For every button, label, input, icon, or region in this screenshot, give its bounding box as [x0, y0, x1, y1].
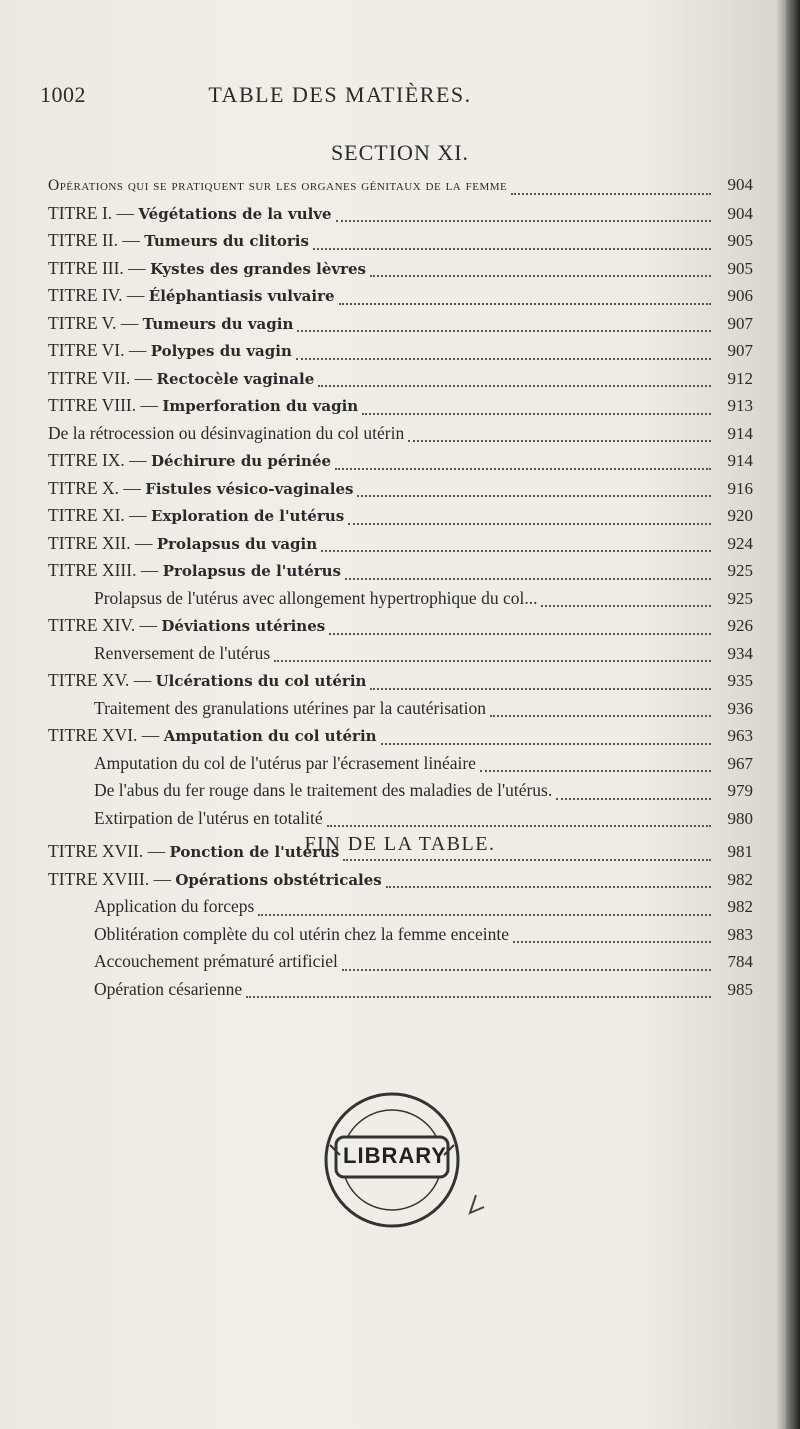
toc-entry [48, 368, 753, 396]
toc-entry-prefix: Opération césarienne [94, 978, 243, 999]
toc-entry-prefix: Accouchement prématuré artificiel [94, 951, 338, 971]
toc-entry [48, 896, 753, 924]
toc-entry-page: 912 [727, 368, 753, 388]
toc-entry-page: 967 [727, 753, 753, 773]
toc-entry [48, 285, 753, 313]
toc-entry-page: 904 [727, 203, 753, 223]
toc-entry-label [94, 924, 509, 945]
toc-entry [48, 230, 753, 258]
toc-entry [48, 423, 753, 451]
dot-leader [345, 578, 711, 580]
toc-entry [48, 395, 753, 423]
toc-entry-page: 926 [727, 616, 753, 635]
toc-entry-page: 980 [727, 808, 753, 828]
toc-entry-prefix: TITRE XI. — [48, 505, 152, 525]
toc-entry-label [48, 505, 344, 526]
toc-entry-label [94, 588, 537, 609]
toc-entry-prefix: Traitement des granulations utérines par la cautérisation [94, 697, 487, 718]
toc-entry-prefix: TITRE XVI. — [48, 725, 164, 745]
toc-entry-prefix: Opérations qui se pratiquent sur les organes génitaux de la femme [48, 177, 508, 194]
toc-entry-page: 925 [727, 561, 753, 580]
toc-entry-title: Végétations de la vulve [138, 204, 332, 223]
toc-entry-title: Ulcérations du col utérin [155, 672, 367, 690]
toc-entry-title: Déviations utérines [161, 617, 326, 635]
dot-leader [343, 859, 711, 861]
toc-entry [48, 979, 753, 1007]
dot-leader [246, 996, 711, 998]
toc-entry-prefix: TITRE X. — [48, 477, 146, 498]
toc-entry-label [48, 230, 309, 251]
dot-leader [313, 248, 711, 250]
toc-entry-label [48, 615, 325, 636]
end-of-table: FIN DE LA TABLE. [304, 833, 496, 855]
toc-entry-label [94, 951, 338, 972]
toc-entry-title: Amputation du col utérin [163, 727, 377, 745]
dot-leader [274, 660, 711, 662]
toc-entry [48, 643, 753, 671]
dot-leader [386, 886, 711, 888]
toc-entry-prefix: TITRE IX. — [48, 450, 152, 470]
library-stamp-icon [300, 1085, 490, 1240]
toc-entry-title: Opérations obstétricales [175, 870, 382, 889]
dot-leader [513, 941, 711, 943]
toc-entry-label [94, 643, 270, 664]
toc-entry-title: Polypes du vagin [150, 342, 292, 360]
toc-entry-title: Kystes des grandes lèvres [150, 259, 366, 278]
toc-entry-page: 924 [727, 533, 753, 553]
toc-entry [48, 175, 753, 203]
toc-entry-page: 985 [727, 979, 753, 999]
toc-entry [48, 588, 753, 616]
dot-leader [348, 523, 711, 525]
toc-entry-title: Éléphantiasis vulvaire [148, 287, 335, 305]
toc-entry-label [94, 979, 242, 1000]
toc-entry-label [48, 478, 353, 499]
toc-entry-prefix: Amputation du col de l'utérus par l'écrasement linéaire [94, 752, 476, 773]
toc-entry-label [48, 869, 382, 890]
toc-entry-prefix: TITRE XV. — [48, 670, 156, 690]
toc-entry-prefix: De la rétrocession ou désinvagination du col utérin [48, 422, 405, 443]
toc-entry-prefix: TITRE XVIII. — [48, 868, 176, 889]
toc-entry-label [48, 395, 358, 416]
toc-entry-label [94, 808, 323, 829]
dot-leader [335, 468, 711, 470]
toc-entry [48, 951, 753, 979]
page-header [40, 82, 740, 112]
toc-entry [48, 753, 753, 781]
toc-entry-title: Tumeurs du clitoris [144, 232, 309, 250]
toc-entry-title: Déchirure du périnée [151, 452, 332, 470]
toc-entry [48, 780, 753, 808]
dot-leader [357, 495, 711, 497]
dot-leader [480, 770, 711, 772]
toc-entry [48, 808, 753, 836]
toc-entry-label [48, 450, 331, 471]
toc-entry-title: Ponction de l'utérus [169, 843, 340, 861]
toc-entry-label [94, 698, 486, 719]
toc-entry-page: 982 [727, 897, 753, 916]
toc-entry-prefix: Renversement de l'utérus [94, 642, 271, 663]
toc-entry-page: 904 [727, 175, 753, 194]
toc-entry-prefix: Application du forceps [94, 896, 255, 916]
toc-entry-prefix: TITRE XIII. — [48, 560, 163, 580]
toc-entry-label [48, 533, 317, 554]
toc-entry-label [94, 896, 254, 917]
dot-leader [362, 413, 711, 415]
toc-entry-label [48, 725, 377, 746]
toc-entry-label [48, 285, 335, 306]
dot-leader [408, 440, 711, 442]
toc-entry [48, 203, 753, 231]
toc-entry [48, 450, 753, 478]
toc-entry-label [94, 753, 476, 774]
toc-entry-prefix: TITRE I. — [48, 202, 139, 223]
toc-entry [48, 340, 753, 368]
toc-entry-prefix: TITRE III. — [48, 257, 151, 278]
toc-entry-title: Imperforation du vagin [162, 397, 359, 415]
toc-entry-title: Prolapsus de l'utérus [162, 562, 341, 580]
toc-entry-page: 905 [727, 231, 753, 250]
page-edge [786, 0, 800, 1429]
toc-entry-title: Tumeurs du vagin [142, 314, 294, 333]
toc-entry-prefix: TITRE IV. — [48, 285, 149, 305]
toc-entry-prefix: Extirpation de l'utérus en totalité [94, 807, 323, 828]
dot-leader [490, 715, 711, 717]
toc-entry-prefix: TITRE XVII. — [48, 841, 170, 861]
toc-entry [48, 313, 753, 341]
toc-entry [48, 533, 753, 561]
toc-entry-page: 906 [727, 286, 753, 305]
toc-entry-label [48, 368, 314, 389]
toc-entry-prefix: TITRE VI. — [48, 340, 151, 360]
toc-entry-label [94, 780, 552, 801]
toc-entry-page: 934 [727, 643, 753, 663]
toc-entry-page: 914 [727, 451, 753, 470]
dot-leader [297, 330, 711, 332]
toc-entry-label [48, 313, 293, 334]
dot-leader [370, 275, 711, 277]
toc-entry-prefix: TITRE XIV. — [48, 615, 162, 635]
dot-leader [511, 193, 711, 195]
dot-leader [318, 385, 711, 387]
toc-entry-prefix: TITRE VII. — [48, 367, 157, 388]
dot-leader [370, 688, 711, 690]
toc-entry-label [48, 670, 366, 691]
toc-entry-page: 982 [727, 869, 753, 889]
dot-leader [339, 303, 711, 305]
toc-entry-page: 914 [727, 423, 753, 443]
toc-entry-title: Rectocèle vaginale [156, 369, 315, 388]
dot-leader [296, 358, 711, 360]
toc-entry-prefix: TITRE V. — [48, 312, 143, 333]
toc-entry-title: Fistules vésico-vaginales [145, 479, 354, 498]
toc-entry-page: 979 [727, 781, 753, 800]
page-number: 1002 [40, 82, 86, 107]
toc-entry [48, 670, 753, 698]
toc-entry [48, 725, 753, 753]
toc-entry [48, 924, 753, 952]
table-of-contents [48, 175, 753, 1006]
toc-entry [48, 869, 753, 897]
toc-entry-page: 916 [727, 478, 753, 498]
toc-entry-page: 935 [727, 671, 753, 690]
dot-leader [556, 798, 711, 800]
toc-entry-prefix: Oblitération complète du col utérin chez la femme enceinte [94, 923, 509, 944]
toc-entry-label [48, 258, 366, 279]
toc-entry [48, 505, 753, 533]
dot-leader [329, 633, 711, 635]
dot-leader [336, 220, 711, 222]
stamp-text: LIBRARY [343, 1143, 447, 1168]
dot-leader [342, 969, 711, 971]
toc-entry-page: 920 [727, 506, 753, 525]
toc-entry [48, 478, 753, 506]
toc-entry-page: 981 [727, 842, 753, 861]
toc-entry-page: 905 [727, 258, 753, 278]
toc-entry-page: 963 [727, 726, 753, 745]
toc-entry-page: 936 [727, 698, 753, 718]
toc-entry [48, 560, 753, 588]
toc-entry-label [48, 340, 292, 361]
toc-entry-page: 907 [727, 313, 753, 333]
toc-entry-label [48, 177, 507, 195]
dot-leader [258, 914, 711, 916]
toc-entry-page: 983 [727, 924, 753, 944]
toc-entry [48, 698, 753, 726]
toc-entry-prefix: De l'abus du fer rouge dans le traitement des maladies de l'utérus. [94, 780, 553, 800]
toc-entry-page: 907 [727, 341, 753, 360]
toc-entry-title: Prolapsus du vagin [156, 534, 318, 553]
toc-entry [48, 258, 753, 286]
toc-entry-title: Exploration de l'utérus [151, 507, 345, 525]
dot-leader [541, 605, 711, 607]
toc-entry-page: 913 [727, 396, 753, 415]
toc-entry [48, 615, 753, 643]
toc-entry-label [48, 203, 332, 224]
toc-entry-prefix: TITRE II. — [48, 230, 145, 250]
toc-entry-label [48, 423, 404, 444]
toc-entry-page: 784 [727, 952, 753, 971]
toc-entry-prefix: Prolapsus de l'utérus avec allongement hypertrophique du col... [94, 587, 538, 608]
section-title: SECTION XI. [330, 140, 470, 165]
toc-entry-label [48, 560, 341, 581]
toc-entry-prefix: TITRE VIII. — [48, 395, 163, 415]
dot-leader [321, 550, 711, 552]
toc-entry-prefix: TITRE XII. — [48, 532, 157, 553]
dot-leader [327, 825, 711, 827]
running-title: TABLE DES MATIÈRES. [208, 82, 472, 107]
toc-entry-page: 925 [727, 588, 753, 608]
dot-leader [381, 743, 711, 745]
